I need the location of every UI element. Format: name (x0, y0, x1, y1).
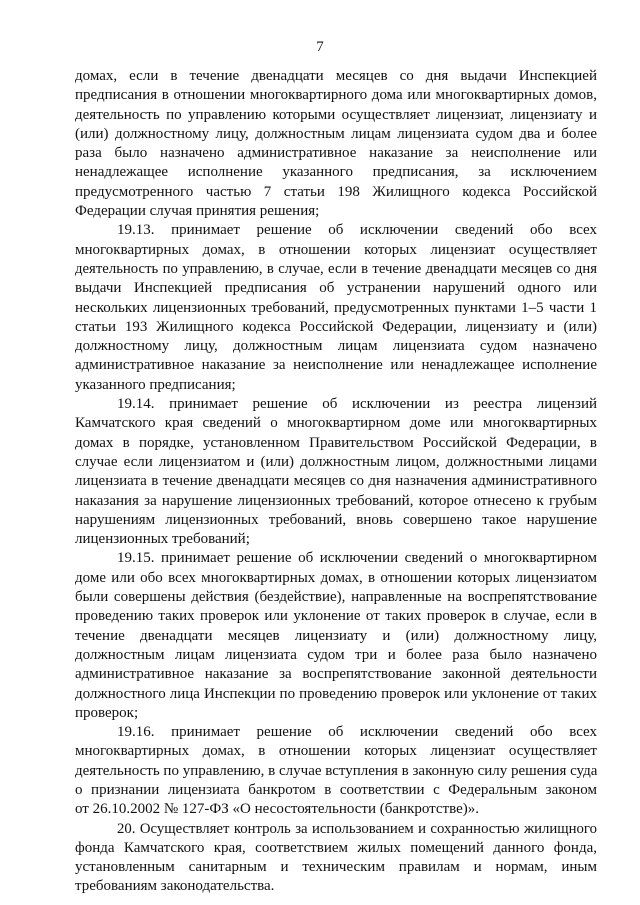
text-line: были совершены действия (бездействие), направленные на воспрепятствование (75, 589, 597, 606)
text-line: должностным лицам лицензиата судом три и более раза было назначено (75, 646, 597, 663)
text-line: предусмотренного частью 7 статьи 198 Жилищного кодекса Российской (75, 183, 597, 200)
text-line: административное наказание за неисполнение или ненадлежащее исполнение (75, 357, 597, 374)
text-line: 19.15. принимает решение об исключении сведений о многоквартирном (117, 550, 597, 567)
text-line: проверок; (75, 704, 139, 721)
text-line: 20. Осуществляет контроль за использованием и сохранностью жилищного (117, 820, 597, 837)
text-line: лицензиата в течение двенадцати месяцев со дня назначения административного (75, 473, 597, 490)
text-line: 19.14. принимает решение об исключении из реестра лицензий (117, 396, 597, 413)
text-line: деятельность по управлению, в случае вступления в законную силу решения суда (75, 762, 597, 779)
text-line: статьи 193 Жилищного кодекса Российской Федерации, лицензиату и (или) (75, 318, 597, 335)
text-line: должностному лицу, должностным лицам лицензиата судом назначено (75, 338, 597, 355)
text-line: деятельность по управлению которыми осуществляет лицензиат, лицензиату и (75, 106, 597, 123)
text-line: нарушениям лицензионных требований, вновь совершено такое нарушение (75, 511, 597, 528)
text-line: многоквартирных домах, в отношении которых лицензиат осуществляет (75, 743, 597, 760)
text-line: предписания в отношении многоквартирного дома или многоквартирных домов, (75, 87, 597, 104)
text-line: фонда Камчатского края, соответствием жилых помещений данного фонда, (75, 839, 597, 856)
text-line: установленным санитарным и техническим правилам и нормам, иным (75, 859, 597, 876)
text-line: случае если лицензиатом и (или) должностным лицом, должностными лицами (75, 453, 597, 470)
text-line: раза было назначено административное наказание за неисполнение или (75, 145, 597, 162)
text-line: указанного предписания; (75, 376, 236, 393)
text-line: от 26.10.2002 № 127-ФЗ «О несостоятельности (банкротстве)». (75, 801, 480, 818)
text-line: домах в порядке, установленном Правительством Российской Федерации, в (75, 434, 597, 451)
text-line: нескольких лицензионных требований, предусмотренных пунктами 1–5 части 1 (75, 299, 597, 316)
text-line: (или) должностному лицу, должностным лицам лицензиата судом два и более (75, 125, 597, 142)
text-line: административное наказание за воспрепятствование законной деятельности (75, 666, 597, 683)
text-line: 19.16. принимает решение об исключении сведений обо всех (117, 724, 597, 741)
text-line: должностного лица Инспекции по проведению проверок или уклонение от таких (75, 685, 597, 702)
text-line: 19.13. принимает решение об исключении сведений обо всех (117, 222, 597, 239)
text-line: наказания за нарушение лицензионных требований, которое отнесено к грубым (75, 492, 597, 509)
text-line: доме или обо всех многоквартирных домах, в отношении которых лицензиатом (75, 569, 597, 586)
text-line: домах, если в течение двенадцати месяцев со дня выдачи Инспекцией (75, 68, 597, 84)
text-line: Камчатского края сведений о многоквартирном доме или многоквартирных (75, 415, 597, 432)
text-line: многоквартирных домах, в отношении которых лицензиат осуществляет (75, 241, 597, 258)
text-line: проведению таких проверок или уклонение от таких проверок в случае, если в (75, 608, 597, 625)
text-line: Федерации случая принятия решения; (75, 203, 320, 220)
text-line: течение двенадцати месяцев лицензиату и (или) должностному лицу, (75, 627, 597, 644)
text-line: требованиям законодательства. (75, 878, 275, 895)
text-line: лицензионных требований; (75, 531, 250, 548)
text-line: ненадлежащее исполнение указанного предписания, за исключением (75, 164, 597, 181)
text-line: выдачи Инспекцией предписания об устранении нарушений одного или (75, 280, 597, 297)
text-line: деятельность по управлению, в случае, если в течение двенадцати месяцев со дня (75, 260, 597, 277)
text-line: о признании лицензиата банкротом в соответствии с Федеральным законом (75, 781, 597, 798)
document-body (75, 67, 597, 897)
page-number: 7 (316, 39, 324, 55)
